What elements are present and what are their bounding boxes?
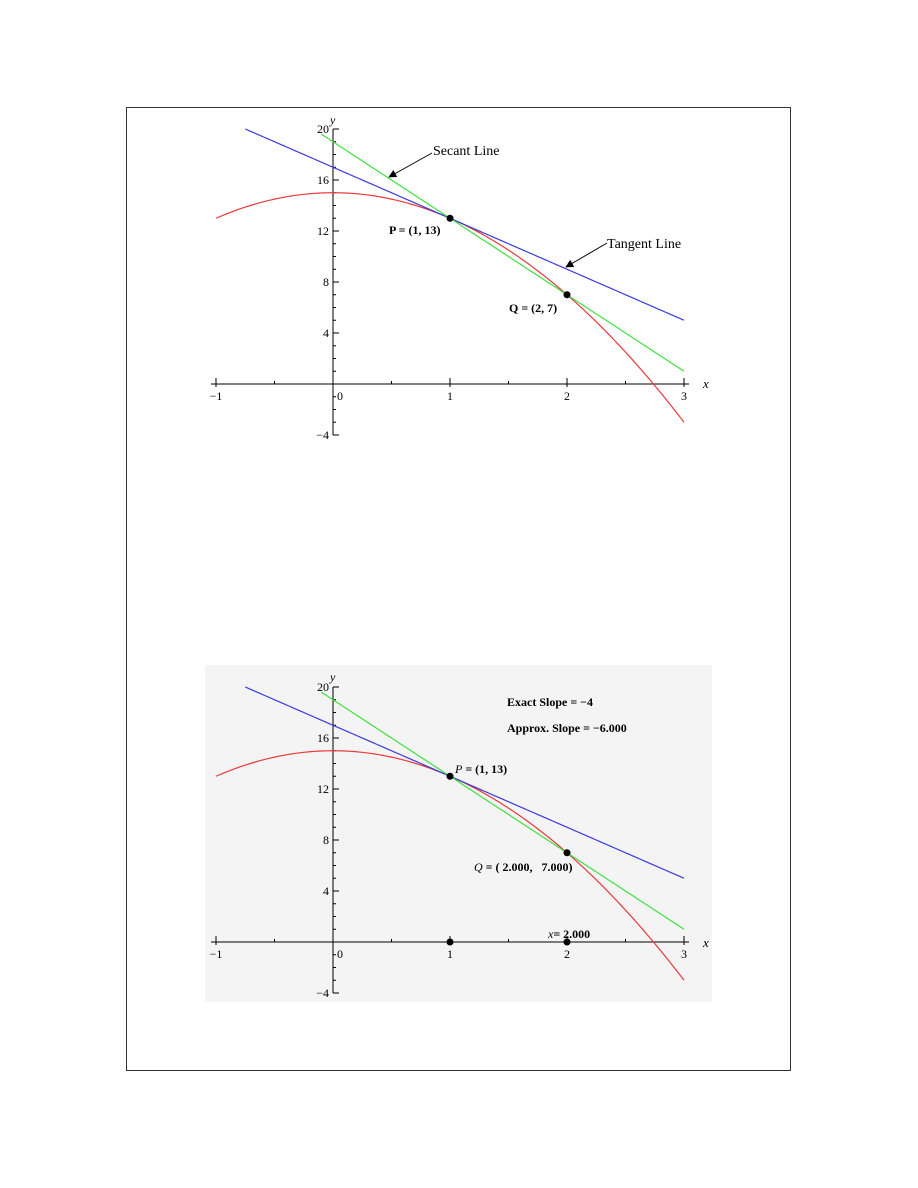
y-tick-label: 16 bbox=[317, 173, 329, 187]
point-p-label bbox=[454, 762, 507, 776]
slider-x-var: x bbox=[548, 927, 554, 941]
y-tick-label: 8 bbox=[323, 833, 329, 847]
point-q-var: Q bbox=[474, 860, 483, 874]
x-tick-label: 0 bbox=[337, 389, 343, 403]
y-tick-label: 12 bbox=[317, 782, 329, 796]
point-p-var: P bbox=[455, 762, 463, 776]
y-tick-label: −4 bbox=[316, 986, 329, 1000]
y-tick-label: 4 bbox=[323, 884, 329, 898]
x-axis-label: x bbox=[703, 376, 709, 391]
y-tick-label: −4 bbox=[316, 428, 329, 442]
y-axis-label: y bbox=[330, 113, 336, 127]
x-tick-label: 0 bbox=[337, 947, 343, 961]
x-tick-label: 2 bbox=[564, 389, 570, 403]
y-axis-label: y bbox=[330, 670, 336, 684]
y-tick-label: 20 bbox=[317, 680, 329, 694]
y-tick-label: 8 bbox=[323, 275, 329, 289]
x-tick-label: 2 bbox=[564, 947, 570, 961]
point-q-label bbox=[459, 860, 582, 874]
point-p[interactable] bbox=[447, 773, 454, 780]
y-tick-label: 4 bbox=[323, 326, 329, 340]
point-q-label: Q = (2, 7) bbox=[509, 301, 558, 315]
x-tick-label: 3 bbox=[681, 389, 687, 403]
tangent-line-label: Tangent Line bbox=[607, 237, 682, 252]
plot-background bbox=[205, 665, 712, 1002]
y-tick-label: 12 bbox=[317, 224, 329, 238]
x-tick-label: 1 bbox=[447, 947, 453, 961]
x-tick-label: 1 bbox=[447, 389, 453, 403]
approx-slope-text: Approx. Slope = −6.000 bbox=[507, 721, 627, 735]
x-tick-label: 3 bbox=[681, 947, 687, 961]
x-tick-label: −1 bbox=[209, 389, 223, 403]
y-tick-label: 20 bbox=[317, 122, 329, 136]
slider-x-value: = 2.000 bbox=[553, 927, 591, 941]
axis-point bbox=[447, 939, 454, 946]
point-p-coords: = (1, 13) bbox=[462, 762, 508, 776]
slider-x-label[interactable] bbox=[547, 927, 590, 941]
exact-slope-text: Exact Slope = −4 bbox=[507, 695, 594, 709]
point-q-coords: = ( 2.000, 7.000) bbox=[482, 860, 573, 874]
secant-line-label: Secant Line bbox=[433, 144, 500, 159]
x-axis-label: x bbox=[703, 935, 709, 950]
y-tick-label: 16 bbox=[317, 731, 329, 745]
x-tick-label: −1 bbox=[209, 947, 223, 961]
point-p-label: P = (1, 13) bbox=[389, 223, 441, 237]
point-q[interactable] bbox=[564, 849, 571, 856]
